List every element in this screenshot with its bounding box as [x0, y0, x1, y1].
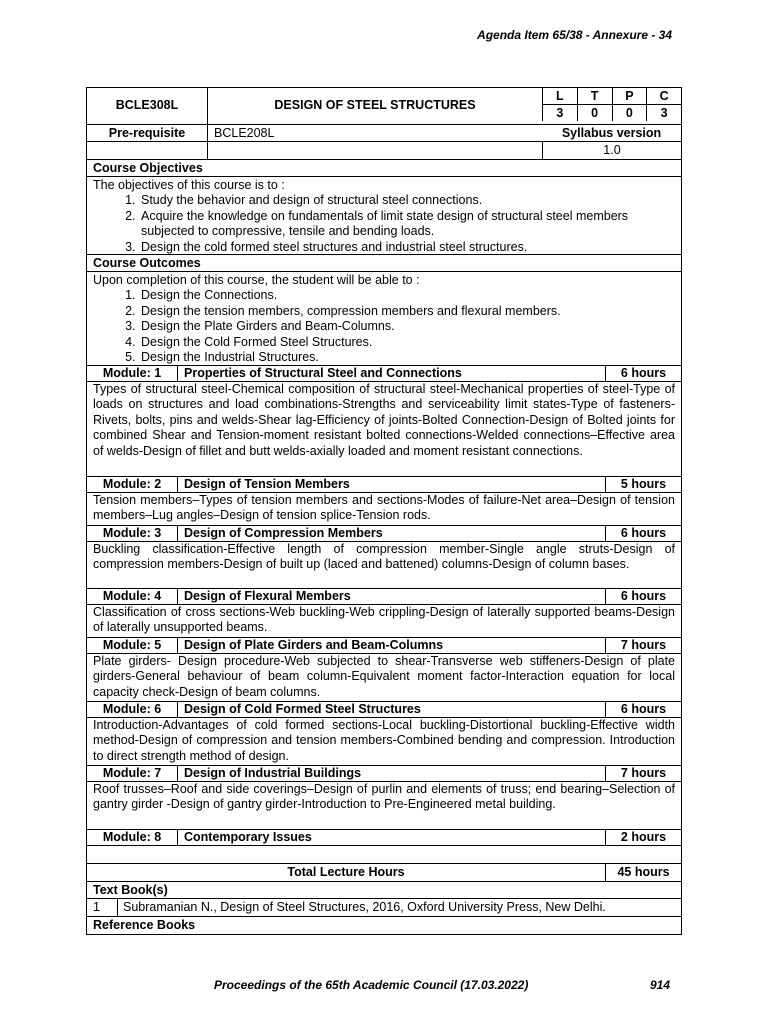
syllabus-version-row: [87, 142, 681, 160]
module-hours: 7 hours: [605, 638, 681, 653]
module-label: Module: 7: [102, 766, 162, 780]
module-6-content: Introduction-Advantages of cold formed sections-Local buckling-Distortional buckling-Effective width method-Design of compression and tension members-Combined bending and compression. Introduction to direct strength method of design.: [87, 718, 681, 766]
agenda-item-header: Agenda Item 65/38 - Annexure - 34: [477, 28, 672, 42]
module-2-header: [87, 477, 681, 493]
module-label: Module: 6: [102, 702, 162, 716]
reference-books-heading: Reference Books: [93, 918, 196, 932]
module-hours: 6 hours: [605, 526, 681, 541]
syllabus-table: [86, 87, 682, 935]
module-title: Design of Plate Girders and Beam-Columns: [177, 638, 605, 653]
module-2-content: Tension members–Types of tension members and sections-Modes of failure-Net area–Design of tension members–Lug angles–Design of tension splice-Tension rods.: [87, 493, 681, 526]
text-book-number: 1: [93, 900, 100, 914]
module-title: Contemporary Issues: [177, 830, 605, 845]
course-code: BCLE308L: [115, 98, 179, 112]
module-4-header: [87, 589, 681, 605]
module-hours: 5 hours: [605, 477, 681, 492]
page-number: 914: [650, 978, 671, 992]
module-7-content: Roof trusses–Roof and side coverings–Design of purlin and elements of truss; end bearing–Selection of gantry girder -Design of gantry girder-Introduction to Pre-Engineered metal building.: [87, 782, 681, 830]
module-8-content: [87, 846, 681, 864]
course-title-row: [87, 88, 681, 125]
module-hours: 6 hours: [605, 702, 681, 717]
module-label: Module: 8: [102, 830, 162, 844]
objectives-list: [87, 193, 681, 255]
module-label: Module: 4: [102, 589, 162, 603]
module-title: Design of Compression Members: [177, 526, 605, 541]
module-label: Module: 1: [102, 366, 162, 380]
module-title: Design of Flexural Members: [177, 589, 605, 604]
module-1-content: Types of structural steel-Chemical composition of structural steel-Mechanical properties of steel-Type of loads on structures and load combinations-Strengths and serviceability limit states-Type of fasteners-Rivets, bolts, pins and welds-Shear lag-Efficiency of joints-Bolted Connection-Design of Bolted joints for combined Shear and Tension-moment resistant bolted connections-Welded connections–Effective area of welds-Design of fillet and butt welds-axially loaded and moment resistant connections.: [87, 382, 681, 477]
prerequisite-label: Pre-requisite: [108, 126, 186, 140]
prerequisite-row: [87, 125, 681, 142]
module-6-header: [87, 702, 681, 718]
course-title: DESIGN OF STEEL STRUCTURES: [207, 88, 542, 124]
module-label: Module: 3: [102, 526, 162, 540]
module-hours: 6 hours: [605, 366, 681, 381]
module-5-header: [87, 638, 681, 654]
course-objectives-heading: Course Objectives: [87, 160, 681, 177]
module-7-header: [87, 766, 681, 782]
module-title: Design of Cold Formed Steel Structures: [177, 702, 605, 717]
objectives-intro: The objectives of this course is to :: [93, 178, 285, 192]
module-3-header: [87, 526, 681, 542]
course-outcomes-heading: Course Outcomes: [87, 255, 681, 272]
total-lecture-hours-value: 45 hours: [605, 864, 681, 881]
objective-item: 3. Design the cold formed steel structures and industrial steel structures.: [139, 240, 681, 255]
module-8-header: [87, 830, 681, 846]
outcome-item: 2. Design the tension members, compression members and flexural members.: [139, 304, 681, 319]
module-hours: 2 hours: [605, 830, 681, 845]
ltpc-label-l: L: [542, 88, 577, 105]
text-book-row: [87, 899, 681, 917]
outcomes-list: [87, 288, 681, 365]
syllabus-version-label: Syllabus version: [561, 126, 662, 140]
text-books-heading: Text Book(s): [87, 882, 681, 899]
ltpc-label-c: C: [646, 88, 681, 105]
ltpc-label-t: T: [577, 88, 612, 105]
course-objectives-body: [87, 177, 681, 255]
course-outcomes-body: [87, 272, 681, 366]
module-5-content: Plate girders- Design procedure-Web subjected to shear-Transverse web stiffeners-Design of plate girders-General behaviour of beam column-Equivalent moment factor-Interaction equation for local capacity check-Design of beam columns.: [87, 654, 681, 702]
outcome-item: 1. Design the Connections.: [139, 288, 681, 303]
outcome-item: 3. Design the Plate Girders and Beam-Columns.: [139, 319, 681, 334]
module-label: Module: 5: [102, 638, 162, 652]
total-lecture-hours-row: [87, 864, 681, 882]
ltpc-grid: [542, 88, 681, 124]
ltpc-value-l: 3: [542, 105, 577, 121]
outcome-item: 4. Design the Cold Formed Steel Structures.: [139, 335, 681, 350]
proceedings-footer: Proceedings of the 65th Academic Council (17.03.2022): [214, 978, 529, 992]
module-title: Properties of Structural Steel and Connections: [177, 366, 605, 381]
module-title: Design of Tension Members: [177, 477, 605, 492]
outcome-item: 5. Design the Industrial Structures.: [139, 350, 681, 365]
ltpc-value-p: 0: [612, 105, 647, 121]
module-1-header: [87, 366, 681, 382]
module-hours: 7 hours: [605, 766, 681, 781]
total-lecture-hours-label: Total Lecture Hours: [287, 865, 405, 879]
syllabus-version-value: 1.0: [542, 142, 681, 159]
objective-item: 1. Study the behavior and design of structural steel connections.: [139, 193, 681, 208]
ltpc-value-t: 0: [577, 105, 612, 121]
ltpc-value-c: 3: [646, 105, 681, 121]
ltpc-label-p: P: [612, 88, 647, 105]
text-book-entry: Subramanian N., Design of Steel Structures, 2016, Oxford University Press, New Delhi.: [117, 899, 681, 916]
module-3-content: Buckling classification-Effective length of compression member-Single angle struts-Design of compression members-Design of built up (laced and battened) columns-Design of column bases.: [87, 542, 681, 589]
module-title: Design of Industrial Buildings: [177, 766, 605, 781]
outcomes-intro: Upon completion of this course, the student will be able to :: [93, 273, 420, 287]
prerequisite-value: BCLE208L: [207, 125, 542, 141]
module-label: Module: 2: [102, 477, 162, 491]
module-hours: 6 hours: [605, 589, 681, 604]
module-4-content: Classification of cross sections-Web buckling-Web crippling-Design of laterally supported beams-Design of laterally unsupported beams.: [87, 605, 681, 638]
objective-item: 2. Acquire the knowledge on fundamentals of limit state design of structural steel members subjected to compressive, tensile and bending loads.: [139, 209, 681, 240]
